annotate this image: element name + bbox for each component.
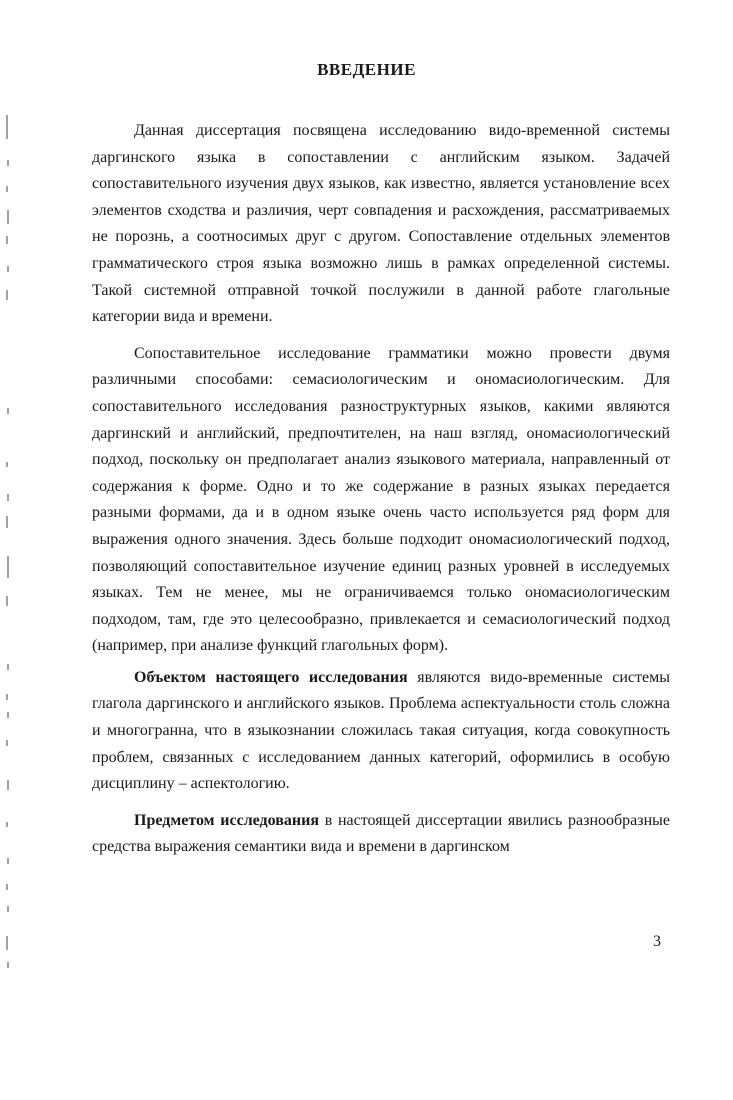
- paragraph-bold-lead: Объектом настоящего исследования: [134, 668, 408, 686]
- paragraph-text: являются видо-временные системы глагола даргинского и английского языков. Проблема аспектуальности столь сложна и многогранна, что в языкознании сложилась такая ситуация, когда совокупность проблем, связанных с исследованием данных категорий, оформились в особую дисциплину – аспектологию.: [92, 668, 670, 793]
- paragraph-bold-lead: Предметом исследования: [134, 811, 319, 829]
- paragraph-object: [92, 665, 670, 798]
- page-number: 3: [653, 933, 661, 950]
- page-title: ВВЕДЕНИЕ: [317, 60, 416, 79]
- paragraph-subject: [92, 808, 670, 861]
- paragraph-text: в настоящей диссертации явились разнообразные средства выражения семантики вида и времени в даргинском: [92, 811, 670, 856]
- body-text: [92, 118, 670, 861]
- scan-margin-marks: [0, 0, 20, 1100]
- paragraph-text: Сопоставительное исследование грамматики можно провести двумя различными способами: семасиологическим и ономасиологическим. Для сопоставительного исследования разноструктурных языков, какими являются даргинский и английский, предпочтителен, на наш взгляд, ономасиологический подход, поскольку он предполагает анализ языкового материала, направленный от содержания к форме. Одно и то же содержание в разных языках передается разными формами, да и в одном языке очень часто используется ряд форм для выражения одного значения. Здесь больше подходит ономасиологический подход, позволяющий сопоставительное изучение единиц разных уровней в исследуемых языках. Тем не менее, мы не ограничиваемся только ономасиологическим подходом, там, где это целесообразно, привлекается и семасиологический подход (например, при анализе функций глагольных форм).: [92, 344, 670, 655]
- paragraph-text: Данная диссертация посвящена исследованию видо-временной системы даргинского языка в сопоставлении с английским языком. Задачей сопоставительного изучения двух языков, как известно, является установление всех элементов сходства и различия, черт совпадения и расхождения, рассматриваемых не порознь, а соотносимых друг с другом. Сопоставление отдельных элементов грамматического строя языка возможно лишь в рамках определенной системы. Такой системной отправной точкой послужили в данной работе глагольные категории вида и времени.: [92, 122, 670, 326]
- paragraph-approach: [92, 341, 670, 660]
- paragraph-intro: [92, 118, 670, 331]
